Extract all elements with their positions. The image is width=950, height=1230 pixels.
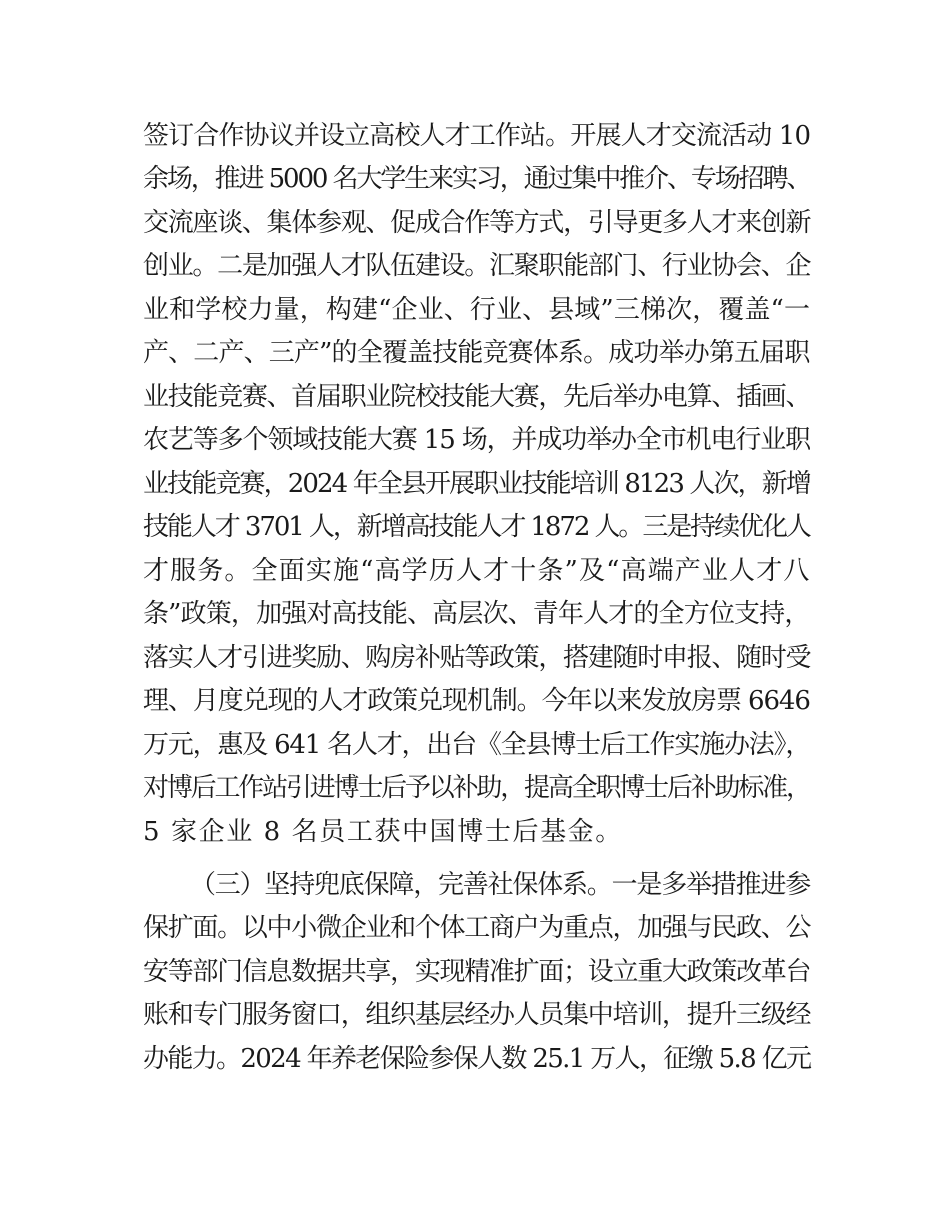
text-line: 余场，推进 5000 名大学生来实习，通过集中推介、专场招聘、	[143, 164, 811, 194]
text-line: 办能力。2024 年养老保险参保人数 25.1 万人，征缴 5.8 亿元	[143, 1044, 811, 1074]
text-line: 账和专门服务窗口，组织基层经办人员集中培训，提升三级经	[143, 1000, 811, 1030]
text-line: 产、二产、三产”的全覆盖技能竞赛体系。成功举办第五届职	[143, 338, 810, 368]
text-line: 业技能竞赛，2024 年全县开展职业技能培训 8123 人次，新增	[143, 469, 810, 499]
text-line: 技能人才 3701 人，新增高技能人才 1872 人。三是持续优化人	[143, 512, 810, 542]
text-line: 业技能竞赛、首届职业院校技能大赛，先后举办电算、插画、	[143, 382, 811, 412]
text-line: 对博后工作站引进博士后予以补助，提高全职博士后补助标准，	[143, 773, 810, 803]
text-line: 保扩面。以中小微企业和个体工商户为重点，加强与民政、公	[143, 913, 811, 943]
text-line: 才服务。全面实施“高学历人才十条”及“高端产业人才八	[143, 556, 811, 586]
text-line: 创业。二是加强人才队伍建设。汇聚职能部门、行业协会、企	[143, 251, 811, 281]
text-line: 业和学校力量，构建“企业、行业、县域”三梯次，覆盖“一	[143, 295, 811, 325]
text-line: 理、月度兑现的人才政策兑现机制。今年以来发放房票 6646	[143, 686, 810, 716]
text-line: 安等部门信息数据共享，实现精准扩面；设立重大政策改革台	[143, 957, 811, 987]
text-line: 交流座谈、集体参观、促成合作等方式，引导更多人才来创新	[143, 208, 811, 238]
text-line: 万元，惠及 641 名人才，出台《全县博士后工作实施办法》，	[143, 730, 811, 760]
text-line: 签订合作协议并设立高校人才工作站。开展人才交流活动 10	[143, 121, 811, 151]
text-line: 落实人才引进奖励、购房补贴等政策，搭建随时申报、随时受	[143, 643, 811, 673]
text-line: 5 家企业 8 名员工获中国博士后基金。	[143, 817, 623, 847]
text-line: 农艺等多个领域技能大赛 15 场，并成功举办全市机电行业职	[143, 425, 811, 455]
section-heading-line: （三）坚持兜底保障，完善社保体系。一是多举措推进参	[190, 870, 811, 900]
text-line: 条”政策，加强对高技能、高层次、青年人才的全方位支持，	[143, 599, 810, 629]
